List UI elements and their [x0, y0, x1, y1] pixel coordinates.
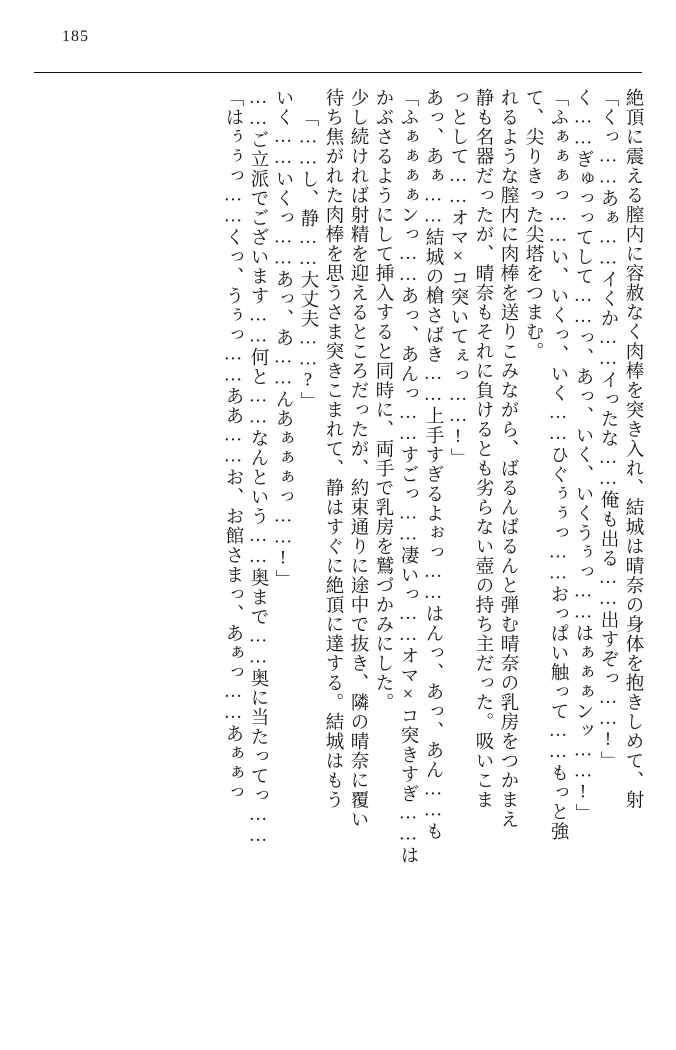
text-column: っとして……オマ×コ突いてぇっ……!」	[448, 88, 468, 468]
text-column: 「……し、静……大丈夫……?」	[298, 108, 318, 411]
text-column: 「ふぁぁぁっ……い、いくっ、いく……ひぐぅぅっ……おっぱい触って……もっと強	[548, 88, 568, 841]
header-rule	[34, 72, 642, 73]
text-column: 「ふぁぁぁぁンっ……あっ、あんっ……すごっ……凄いっ……オマ×コ突きすぎ……は	[398, 88, 418, 865]
text-column: て、尖りきった尖塔をつまむ。	[523, 88, 543, 361]
text-column: いく……いくっ……あっ、あ……んあぁぁぁっ……!」	[273, 88, 293, 589]
text-column: 待ち焦がれた肉棒を思うさま突きこまれて、静はすぐに絶頂に達する。結城はもう	[323, 88, 343, 810]
text-column: 「はぅぅっ……くっ、うぅっ……ああ……お、お館さまっ、あぁっ……あぁぁっ	[223, 88, 243, 802]
vertical-text-body	[217, 88, 642, 1018]
text-column: 少し続ければ射精を迎えるところだったが、約束通りに途中で抜き、隣の晴奈に覆い	[348, 88, 368, 829]
text-column: く……ぎゅっってして……っ、あっ、いく、いくうぅっ……はぁぁぁンッ……!」	[573, 88, 593, 823]
text-column: 静も名器だったが、晴奈もそれに負けるとも劣らない壺の持ち主だった。吸いこま	[473, 88, 493, 810]
text-column: 絶頂に震える膣内に容赦なく肉棒を突き入れ、結城は晴奈の身体を抱きしめて、射	[623, 88, 643, 810]
text-column: れるような膣内に肉棒を送りこみながら、ばるんばるんと弾む晴奈の乳房をつかまえ	[498, 88, 518, 829]
text-column: かぶさるようにして挿入すると同時に、両手で乳房を鷲づかみにした。	[373, 88, 393, 712]
text-column: ……ご立派でございます……何と……なんという……奥まで……奥に当たってっ……	[248, 88, 268, 847]
text-column: あっ、あぁ……結城の槍さばき……上手すぎるよぉっ……はんっ、あっ、あん……も	[423, 88, 443, 841]
text-column: 「くっ……あぁ……イくか……イったな……俺も出る……出すぞっ……!」	[598, 88, 618, 771]
page-number: 185	[62, 28, 89, 45]
